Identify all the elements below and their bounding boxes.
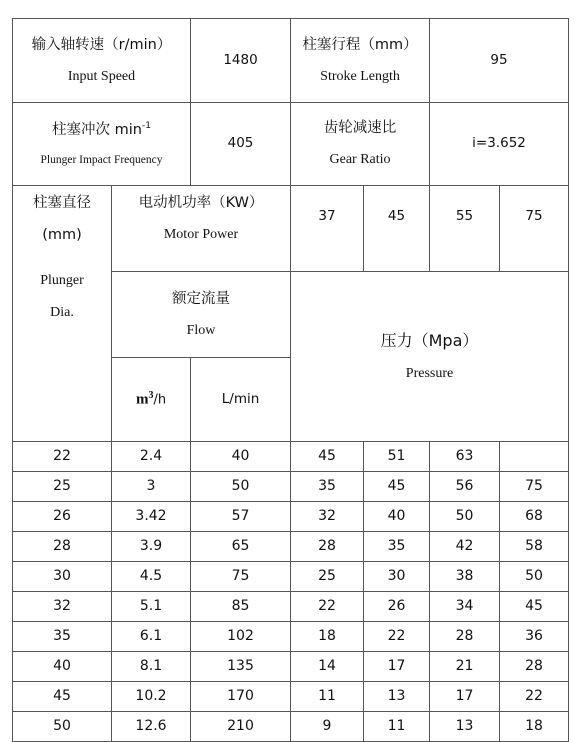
table-row: 40 8.1 135 14 17 21 28 [13, 652, 569, 682]
flow-unit-m3h: $m^3/h$ [112, 358, 191, 442]
input-speed-label: 输入轴转速（r/min） Input Speed [13, 19, 191, 103]
motor-power-header: 电动机功率（KW） Motor Power [112, 186, 291, 272]
plunger-dia-header: 柱塞直径 (mm) Plunger Dia. [13, 186, 112, 442]
table-row: 22 2.4 40 45 51 63 [13, 442, 569, 472]
flow-unit-sup: 3 [148, 389, 154, 401]
table-row: 50 12.6 210 9 11 13 18 [13, 712, 569, 742]
stroke-length-value: 95 [430, 19, 569, 103]
input-speed-value: 1480 [191, 19, 291, 103]
header-row-3 [13, 186, 569, 272]
gear-ratio-value: i=3.652 [430, 103, 569, 186]
impact-frequency-label: 柱塞冲次 $\min^{-1}$ Plunger Impact Frequency [13, 103, 191, 186]
gear-ratio-label: 齿轮减速比 Gear Ratio [291, 103, 430, 186]
motor-power-37: 37 [291, 186, 364, 272]
motor-power-55: 55 [430, 186, 500, 272]
stroke-length-label: 柱塞行程（mm） Stroke Length [291, 19, 430, 103]
table-row: 25 3 50 35 45 56 75 [13, 472, 569, 502]
table-row: 45 10.2 170 11 13 17 22 [13, 682, 569, 712]
table-row: 28 3.9 65 28 35 42 58 [13, 532, 569, 562]
flow-unit-lmin: L/min [191, 358, 291, 442]
table-row: 30 4.5 75 25 30 38 50 [13, 562, 569, 592]
table-row: 35 6.1 102 18 22 28 36 [13, 622, 569, 652]
impact-frequency-sup: -1 [141, 120, 151, 131]
pump-spec-table [12, 18, 569, 742]
header-row-1 [13, 19, 569, 103]
motor-power-45: 45 [364, 186, 430, 272]
pressure-header: 压力（Mpa） Pressure [291, 272, 569, 442]
impact-frequency-value: 405 [191, 103, 291, 186]
impact-frequency-cn: 柱塞冲次 min [52, 121, 142, 138]
motor-power-75: 75 [500, 186, 569, 272]
header-row-2 [13, 103, 569, 186]
flow-header: 额定流量 Flow [112, 272, 291, 358]
table-row: 32 5.1 85 22 26 34 45 [13, 592, 569, 622]
table-row: 26 3.42 57 32 40 50 68 [13, 502, 569, 532]
